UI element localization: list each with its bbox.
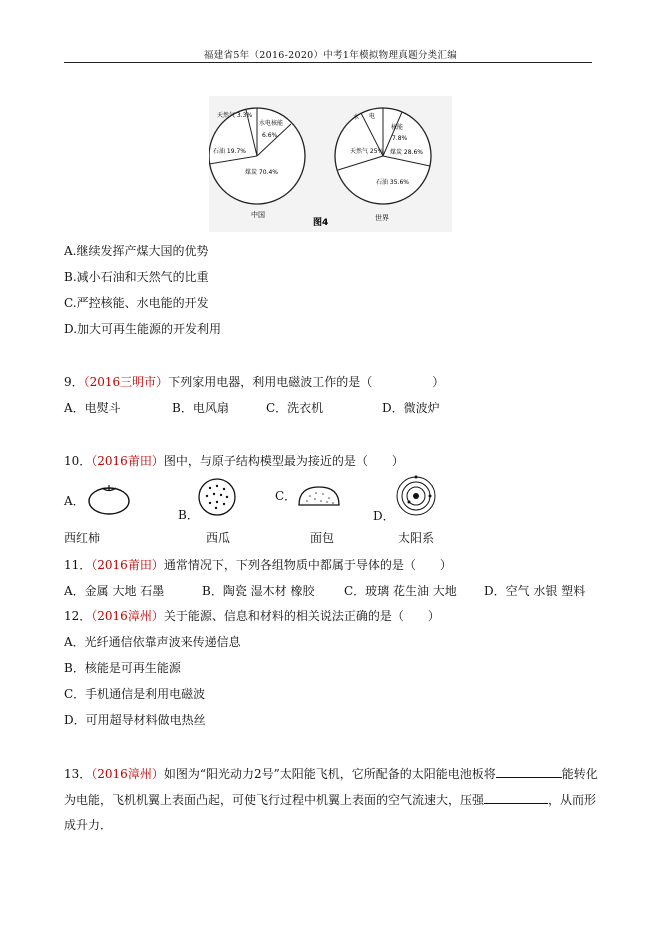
q10-caption-d: 太阳系 [398,531,435,545]
china-hydro-label: 水电核能 [259,120,284,127]
q13-text-1-end: 能转化 [561,767,598,781]
q12-text: 关于能源、信息和材料的相关说法正确的是（ ） [163,609,440,623]
q13-text-2-end: ，从而形 [548,793,597,807]
world-elec-label: 电 [369,113,376,120]
q11-source: （2016莆田） [91,558,164,572]
q11-option-c: C．玻璃 花生油 大地 [344,584,457,598]
q11-option-d: D．空气 水银 塑料 [484,584,586,598]
watermelon-icon [196,476,238,518]
page-header: 福建省5年（2016-2020）中考1年模拟物理真题分类汇编 [203,50,458,61]
q10-text: 图中，与原子结构模型最为接近的是（ ） [163,454,404,468]
q10-letter-a: A． [64,494,85,508]
q10-number: 10． [64,454,92,468]
q13-line-1 [64,766,598,781]
q11-option-b: B．陶瓷 湿木材 橡胶 [202,584,315,598]
world-caption: 世界 [375,214,389,222]
q8-option-a: A.继续发挥产煤大国的优势 [64,244,209,258]
world-nuclear-label: 核能 [391,124,404,131]
china-hydro-pct: 6.6% [262,132,278,139]
q13-text-1: 如图为“阳光动力2号”太阳能飞机，它所配备的太阳能电池板将 [163,767,496,781]
world-coal-label: 煤炭 28.6% [390,149,423,156]
solar-system-icon [394,474,438,518]
q10-caption-c: 面包 [310,531,335,545]
q12-option-b: B．核能是可再生能源 [64,661,181,675]
q9-source: （2016三明市） [83,375,169,389]
q9-option-b: B．电风扇 [172,401,229,415]
q10-source: （2016莆田） [91,454,164,468]
q13-text-2: 为电能，飞机机翼上表面凸起，可使飞行过程中机翼上表面的空气流速大，压强 [64,793,485,807]
q13-blank-1 [496,766,562,778]
china-caption: 中国 [251,211,265,219]
q9-option-d: D．微波炉 [382,401,440,415]
q9-option-c: C．洗衣机 [266,401,324,415]
header-rule [64,62,592,63]
china-pie-chart [209,108,305,219]
q13-line-3: 成升力． [64,818,113,832]
q10-caption-b: 西瓜 [206,531,231,545]
q8-option-d: D.加大可再生能源的开发利用 [64,322,222,336]
q12-option-c: C．手机通信是利用电磁波 [64,687,206,701]
q13-source: （2016漳州） [91,767,164,781]
energy-pie-figure [209,96,452,232]
q9-option-a: A．电熨斗 [64,401,121,415]
q9-stem [64,375,444,389]
q10-letter-b: B． [178,508,199,522]
q9-number: 9． [64,375,84,389]
q12-number: 12． [64,609,92,623]
world-oil-label: 石油 35.6% [376,179,409,186]
q10-caption-a: 西红柿 [64,531,101,545]
china-gas-label: 天然气 3.3% [217,112,253,119]
q13-number: 13． [64,767,92,781]
world-gas-label: 天然气 25% [350,148,384,155]
figure-label: 图4 [313,218,329,228]
q13-line-2 [64,792,596,807]
q12-stem [64,609,440,623]
q8-option-c: C.严控核能、水电能的开发 [64,296,209,310]
q9-text: 下列家用电器，利用电磁波工作的是（ ） [168,375,445,389]
china-oil-label: 石油 19.7% [213,148,246,155]
world-water-label: 水 [353,114,360,121]
q10-letter-c: C． [275,489,297,503]
q11-option-a: A．金属 大地 石墨 [64,584,165,598]
q13-blank-2 [484,792,548,804]
china-coal-label: 煤炭 70.4% [245,169,278,176]
q8-option-b: B.减小石油和天然气的比重 [64,270,209,284]
q11-stem [64,558,452,572]
world-nuclear-pct: 7.8% [392,135,408,142]
q12-option-d: D．可用超导材料做电热丝 [64,713,206,727]
q10-stem [64,454,404,468]
q10-letter-d: D． [373,509,395,523]
q12-option-a: A．光纤通信依靠声波来传递信息 [64,635,241,649]
tomato-icon [86,482,132,516]
q11-number: 11． [64,558,92,572]
world-pie-chart [335,108,431,222]
bread-icon [296,484,342,508]
q12-source: （2016漳州） [91,609,164,623]
q11-text: 通常情况下，下列各组物质中都属于导体的是（ ） [163,558,452,572]
